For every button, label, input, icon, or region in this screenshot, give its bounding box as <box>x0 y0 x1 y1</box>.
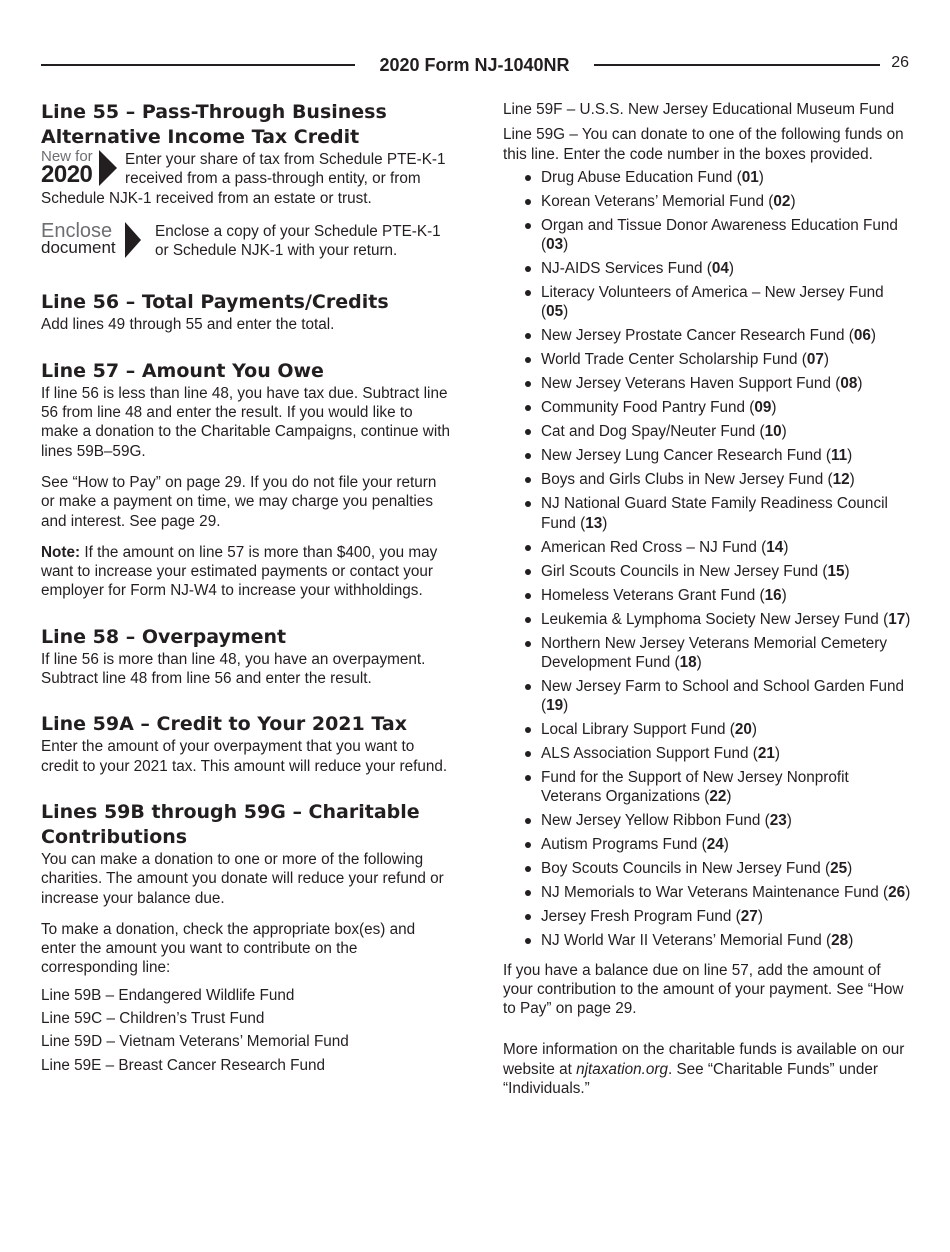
fund-name: New Jersey Lung Cancer Research Fund <box>541 447 822 465</box>
line-57-heading: Line 57 – Amount You Owe <box>41 359 324 382</box>
fund-name: Boys and Girls Clubs in New Jersey Fund <box>541 471 824 489</box>
line-57-paragraph-1: If line 56 is less than line 48, you have tax due. Subtract line 56 from line 48 and enter the result. If you would like to make a donation to the Charitable Campaigns, continue with lines 59B–59G. <box>41 384 451 460</box>
fund-name: Literacy Volunteers of America – New Jersey Fund <box>541 284 884 302</box>
line-59g-text: Line 59G – You can donate to one of the following funds on this line. Enter the code number in the boxes provided. <box>503 126 904 163</box>
line-59b-section <box>41 800 451 1075</box>
fund-list-item: Northern New Jersey Veterans Memorial Cemetery Development Fund (18) <box>503 634 913 673</box>
fund-code: 25 <box>830 860 848 878</box>
fund-list-item: Autism Programs Fund (24) <box>503 835 913 854</box>
fund-name: Jersey Fresh Program Fund <box>541 908 732 926</box>
note-text: If the amount on line 57 is more than $400, you may want to increase your estimated payments or contact your employer for Form NJ-W4 to increase your withholdings. <box>41 543 438 600</box>
fund-code: 09 <box>754 399 772 417</box>
fund-name: American Red Cross – NJ Fund <box>541 538 757 556</box>
fund-list-item: Leukemia & Lymphoma Society New Jersey Fund (17) <box>503 610 913 629</box>
line-59a-text: Enter the amount of your overpayment that you want to credit to your 2021 tax. This amount will reduce your refund. <box>41 738 448 775</box>
fund-code: 23 <box>769 812 787 830</box>
fund-list-item: World Trade Center Scholarship Fund (07) <box>503 350 913 369</box>
fund-code: 16 <box>764 586 782 604</box>
arrow-right-icon <box>125 222 141 258</box>
fund-name: Homeless Veterans Grant Fund <box>541 586 756 604</box>
fund-code: 28 <box>831 932 849 950</box>
fund-name: Drug Abuse Education Fund <box>541 168 733 186</box>
document-label: document <box>41 237 116 257</box>
balance-due-text: If you have a balance due on line 57, add the amount of your contribution to the amount of your payment. See “How to Pay” on page 29. <box>503 961 904 1018</box>
fund-list-item: Drug Abuse Education Fund (01) <box>503 168 913 187</box>
fund-code: 20 <box>734 721 752 739</box>
fund-code: 18 <box>679 653 697 671</box>
fund-name: NJ-AIDS Services Fund <box>541 260 703 278</box>
fund-code: 08 <box>840 375 858 393</box>
new-for-2020-icon <box>41 150 119 188</box>
line-59f-text: Line 59F – U.S.S. New Jersey Educational Museum Fund <box>503 101 895 118</box>
header-rule-left <box>41 64 355 66</box>
fund-code: 19 <box>546 697 564 715</box>
fund-name: New Jersey Farm to School and School Garden Fund <box>541 677 905 695</box>
new-for-year: 2020 <box>41 161 93 188</box>
line-59e-item: Line 59E – Breast Cancer Research Fund <box>41 1056 326 1074</box>
fund-list <box>503 168 913 951</box>
fund-name: Leukemia & Lymphoma Society New Jersey Fund <box>541 610 879 628</box>
line-59b-heading: Lines 59B through 59G – Charitable Contributions <box>41 800 420 848</box>
page-number: 26 <box>891 54 909 71</box>
fund-name: Korean Veterans’ Memorial Fund <box>541 192 765 210</box>
fund-code: 22 <box>709 788 727 806</box>
header-rule-right <box>594 64 880 66</box>
fund-list-item: Homeless Veterans Grant Fund (16) <box>503 586 913 605</box>
line-55-text: Enter your share of tax from Schedule PTE-K-1 received from a pass-through entity, or from Schedule NJK-1 received from an estate or trust. <box>41 151 446 207</box>
line-56-text: Add lines 49 through 55 and enter the total. <box>41 316 335 334</box>
line-59a-section <box>41 712 451 776</box>
line-58-heading: Line 58 – Overpayment <box>41 625 287 648</box>
fund-name: Cat and Dog Spay/Neuter Fund <box>541 423 756 441</box>
line-55-section <box>41 100 451 260</box>
fund-code: 11 <box>830 447 848 465</box>
arrow-right-icon <box>99 150 117 186</box>
fund-list-item: NJ National Guard State Family Readiness Council Fund (13) <box>503 494 913 533</box>
more-info-post: . See “Charitable Funds” under “Individuals.” <box>503 1060 878 1098</box>
fund-list-item: New Jersey Veterans Haven Support Fund (08) <box>503 374 913 393</box>
fund-code: 15 <box>827 562 845 580</box>
fund-code: 24 <box>706 836 724 854</box>
fund-code: 07 <box>806 351 824 369</box>
line-59a-heading: Line 59A – Credit to Your 2021 Tax <box>41 713 407 736</box>
fund-list-item: Community Food Pantry Fund (09) <box>503 398 913 417</box>
line-58-section <box>41 625 451 689</box>
fund-name: New Jersey Yellow Ribbon Fund <box>541 812 761 830</box>
fund-code: 05 <box>546 303 564 321</box>
fund-name: NJ Memorials to War Veterans Maintenance Fund <box>541 884 879 902</box>
fund-code: 27 <box>740 908 758 926</box>
line-59c-item: Line 59C – Children’s Trust Fund <box>41 1010 265 1028</box>
fund-name: Northern New Jersey Veterans Memorial Cemetery Development Fund <box>541 634 888 671</box>
fund-name: Boy Scouts Councils in New Jersey Fund <box>541 860 821 878</box>
fund-name: Community Food Pantry Fund <box>541 399 746 417</box>
fund-list-item: American Red Cross – NJ Fund (14) <box>503 538 913 557</box>
fund-list-item: New Jersey Prostate Cancer Research Fund (06) <box>503 326 913 345</box>
page-header <box>41 52 909 78</box>
fund-code: 01 <box>741 168 759 186</box>
note-label: Note: <box>41 543 81 561</box>
fund-code: 13 <box>585 514 603 532</box>
fund-code: 14 <box>766 538 784 556</box>
line-55-heading: Line 55 – Pass-Through Business Alternative Income Tax Credit <box>41 101 387 148</box>
fund-code: 21 <box>757 745 775 763</box>
fund-name: Girl Scouts Councils in New Jersey Fund <box>541 562 819 580</box>
line-59b-paragraph-1: You can make a donation to one or more of the following charities. The amount you donate will reduce your refund or increase your balance due. <box>41 850 444 907</box>
line-59b-paragraph-2: To make a donation, check the appropriate box(es) and enter the amount you want to contribute on the corresponding line: <box>41 920 416 977</box>
line-59b-item: Line 59B – Endangered Wildlife Fund <box>41 986 295 1004</box>
fund-name: Autism Programs Fund <box>541 836 698 854</box>
fund-code: 04 <box>711 260 729 278</box>
new-for-label: New for <box>41 148 93 165</box>
fund-name: ALS Association Support Fund <box>541 745 749 763</box>
line-59d-item: Line 59D – Vietnam Veterans’ Memorial Fund <box>41 1033 349 1051</box>
line-57-section <box>41 359 451 601</box>
fund-code: 10 <box>764 423 782 441</box>
fund-code: 17 <box>888 610 906 628</box>
fund-list-item: Korean Veterans’ Memorial Fund (02) <box>503 192 913 211</box>
fund-code: 02 <box>773 192 791 210</box>
fund-name: NJ World War II Veterans’ Memorial Fund <box>541 932 822 950</box>
fund-name: Organ and Tissue Donor Awareness Education Fund <box>541 216 898 234</box>
line-56-heading: Line 56 – Total Payments/Credits <box>41 291 389 314</box>
more-info-pre: More information on the charitable funds is available on our website at <box>503 1041 905 1078</box>
fund-name: World Trade Center Scholarship Fund <box>541 351 798 369</box>
website-link[interactable]: njtaxation.org <box>576 1060 668 1078</box>
fund-list-item: Organ and Tissue Donor Awareness Education Fund (03) <box>503 216 913 255</box>
fund-code: 26 <box>888 884 906 902</box>
fund-list-item: New Jersey Lung Cancer Research Fund (11) <box>503 446 913 465</box>
fund-list-item: Fund for the Support of New Jersey Nonprofit Veterans Organizations (22) <box>503 768 913 807</box>
fund-list-item: Cat and Dog Spay/Neuter Fund (10) <box>503 422 913 441</box>
fund-name: NJ National Guard State Family Readiness Council Fund <box>541 495 888 532</box>
fund-list-item: Jersey Fresh Program Fund (27) <box>503 907 913 926</box>
left-column <box>41 100 451 1079</box>
fund-list-item: ALS Association Support Fund (21) <box>503 744 913 763</box>
fund-name: Local Library Support Fund <box>541 721 726 739</box>
fund-code: 06 <box>853 327 871 345</box>
fund-list-item: Boys and Girls Clubs in New Jersey Fund (12) <box>503 470 913 489</box>
line-56-section <box>41 290 451 334</box>
more-info-text <box>503 1040 913 1098</box>
form-title: 2020 Form NJ-1040NR <box>379 55 570 75</box>
fund-list-item: Boy Scouts Councils in New Jersey Fund (25) <box>503 859 913 878</box>
fund-list-item: NJ Memorials to War Veterans Maintenance Fund (26) <box>503 883 913 902</box>
fund-code: 12 <box>832 471 850 489</box>
fund-name: Fund for the Support of New Jersey Nonprofit Veterans Organizations <box>541 769 849 806</box>
line-57-paragraph-2: See “How to Pay” on page 29. If you do not file your return or make a payment on time, we may charge you penalties and interest. See page 29. <box>41 473 437 530</box>
fund-name: New Jersey Prostate Cancer Research Fund <box>541 327 845 345</box>
fund-list-item: Local Library Support Fund (20) <box>503 720 913 739</box>
fund-list-item: NJ-AIDS Services Fund (04) <box>503 259 913 278</box>
fund-code: 03 <box>546 236 564 254</box>
enclose-document-icon <box>41 219 149 260</box>
fund-list-item: NJ World War II Veterans’ Memorial Fund (28) <box>503 931 913 950</box>
fund-name: New Jersey Veterans Haven Support Fund <box>541 375 831 393</box>
fund-list-item: New Jersey Farm to School and School Garden Fund (19) <box>503 677 913 716</box>
enclose-text: Enclose a copy of your Schedule PTE-K-1 or Schedule NJK-1 with your return. <box>155 222 441 260</box>
line-57-note <box>41 543 451 601</box>
line-58-text: If line 56 is more than line 48, you have an overpayment. Subtract line 48 from line 56 and enter the result. <box>41 650 426 688</box>
fund-list-item: Literacy Volunteers of America – New Jersey Fund (05) <box>503 283 913 322</box>
right-column <box>503 100 913 1098</box>
enclose-label: Enclose <box>41 219 113 242</box>
fund-list-item: Girl Scouts Councils in New Jersey Fund (15) <box>503 562 913 581</box>
fund-list-item: New Jersey Yellow Ribbon Fund (23) <box>503 811 913 830</box>
